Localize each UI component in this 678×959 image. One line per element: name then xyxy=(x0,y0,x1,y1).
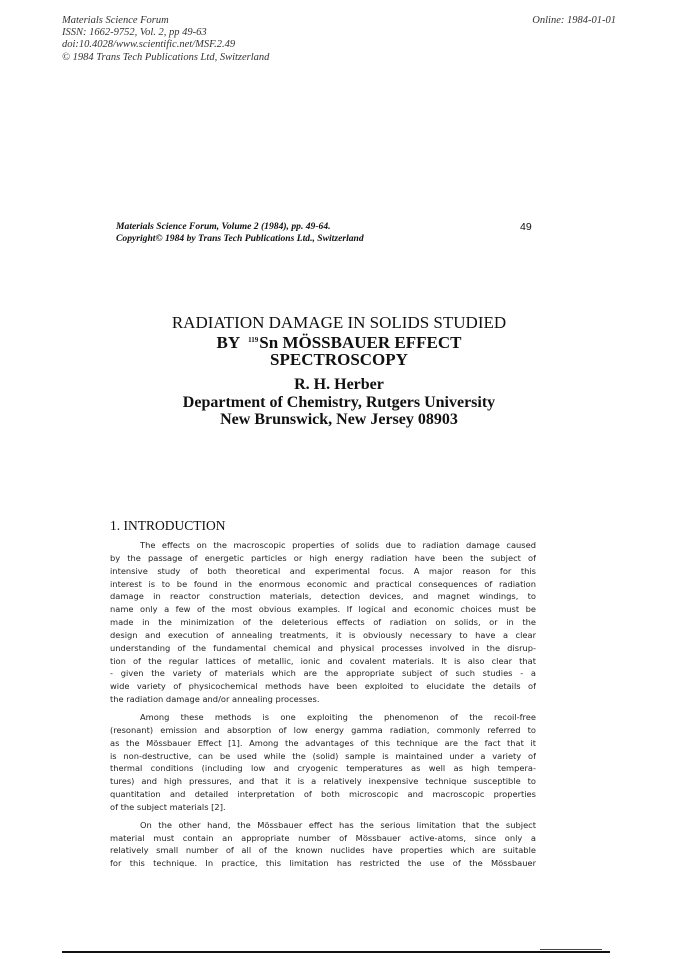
body-paragraph xyxy=(110,711,536,814)
paragraph-line: understanding of the fundamental chemical and physical processes involved in the disrup- xyxy=(110,642,536,653)
paragraph-line: On the other hand, the Mössbauer effect has the serious limitation that the subject xyxy=(140,819,536,830)
footer-rule xyxy=(62,951,610,953)
paragraph-line: intensive study of both theoretical and experimental focus. A major reason for this xyxy=(110,565,536,576)
isotope-superscript: 119 xyxy=(248,335,259,344)
title-line-1: RADIATION DAMAGE IN SOLIDS STUDIED xyxy=(171,313,507,332)
paragraph-line: quantitation and detailed interpretation of both microscopic and macroscopic properties xyxy=(110,789,536,800)
paragraph-line: Among these methods is one exploiting the phenomenon of the recoil-free xyxy=(140,711,536,722)
page-number: 49 xyxy=(520,221,532,233)
citation-block xyxy=(62,15,269,64)
paragraph-line: of the subject materials [2]. xyxy=(110,801,226,812)
paragraph-line: damage in reactor construction materials, detection devices, and magnet windings, to xyxy=(110,591,536,602)
body-text xyxy=(110,539,536,875)
author-department: Department of Chemistry, Rutgers University xyxy=(182,393,496,411)
paragraph-line: the radiation damage and/or annealing processes. xyxy=(110,694,320,705)
journal-volume-line: Materials Science Forum, Volume 2 (1984), pp. 49-64. xyxy=(116,221,331,232)
paragraph-line: wide variety of physicochemical methods have been exploited to elucidate the details of xyxy=(110,681,536,692)
paragraph-line: interest is to be found in the enormous economic and practical consequences of radiation xyxy=(110,578,536,589)
author-block xyxy=(116,376,562,429)
paragraph-line: material must contain an appropriate number of Mössbauer active-atoms, since only a xyxy=(110,832,536,843)
body-paragraph xyxy=(110,819,536,870)
title-line-2 xyxy=(116,332,562,352)
citation-doi: doi:10.4028/www.scientific.net/MSF.2.49 xyxy=(62,39,236,51)
citation-issn: ISSN: 1662-9752, Vol. 2, pp 49-63 xyxy=(62,27,207,39)
title-line-3: SPECTROSCOPY xyxy=(270,350,408,369)
footer-rule-tail xyxy=(540,949,602,950)
paragraph-line: - given the variety of materials which are the appropriate subject of such studies - a xyxy=(110,668,536,679)
paragraph-line: name only a few of the most obvious examples. If logical and economic choices must be xyxy=(110,604,536,615)
paragraph-line: made in the minimization of the deleterious effects of radiation on solids, or in the xyxy=(110,617,536,628)
paragraph-line: relatively small number of all of the known nuclides have properties which are suitable xyxy=(110,845,536,856)
title-by: BY xyxy=(216,332,241,352)
paragraph-line: tion of the regular lattices of metallic, ionic and covalent materials. It is also clear that xyxy=(110,655,536,666)
author-address: New Brunswick, New Jersey 08903 xyxy=(220,411,458,428)
paper-title xyxy=(116,314,562,369)
journal-header xyxy=(116,221,364,245)
title-isotope-rest: Sn MÖSSBAUER EFFECT xyxy=(259,332,462,352)
section-heading: 1. INTRODUCTION xyxy=(110,518,226,533)
body-paragraph xyxy=(110,539,536,706)
paragraph-line: thermal conditions (including low and cryogenic temperatures as well as high tempera- xyxy=(110,763,536,774)
paragraph-line: is non-destructive, can be used while the (solid) sample is maintained under a variety of xyxy=(110,750,536,761)
citation-journal: Materials Science Forum xyxy=(62,15,169,26)
paragraph-line: for this technique. In practice, this limitation has restricted the use of the Mössbauer xyxy=(110,858,536,869)
paragraph-line: design and execution of annealing treatments, it is obviously necessary to have a clear xyxy=(110,629,536,640)
online-date: Online: 1984-01-01 xyxy=(532,15,616,26)
author-name: R. H. Herber xyxy=(294,376,384,393)
citation-copyright: © 1984 Trans Tech Publications Ltd, Switzerland xyxy=(62,51,270,63)
paragraph-line: The effects on the macroscopic properties of solids due to radiation damage caused xyxy=(140,540,536,550)
paragraph-line: tures) and high pressures, and that it is a relatively inexpensive technique susceptible to xyxy=(110,776,536,787)
paragraph-line: by the passage of energetic particles or high energy radiation have been the subject of xyxy=(110,552,536,563)
paragraph-line: as the Mössbauer Effect [1]. Among the advantages of this technique are the fact that it xyxy=(110,737,536,748)
paragraph-line: (resonant) emission and absorption of low energy gamma radiation, commonly referred to xyxy=(110,724,536,735)
journal-copyright-line: Copyright© 1984 by Trans Tech Publications Ltd., Switzerland xyxy=(116,233,364,244)
